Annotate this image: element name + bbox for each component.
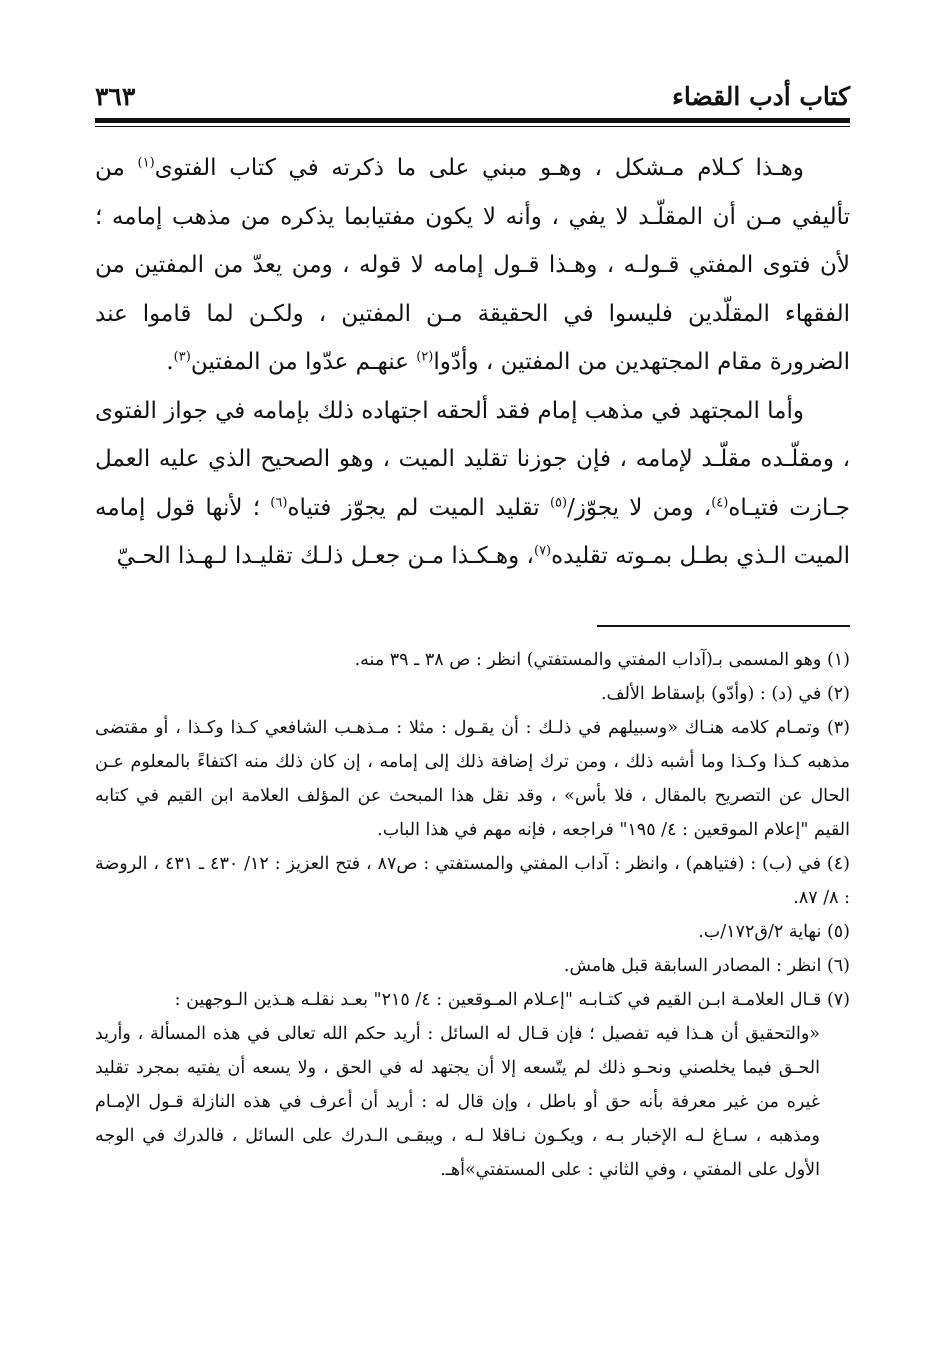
footnote-ref: (٣) <box>173 349 191 365</box>
header-rule-thick <box>95 118 850 123</box>
footnote-number: (٥) <box>826 922 850 942</box>
footnote-ref: (٤) <box>711 494 729 510</box>
footnote-7-quote: «والتحقيق أن هـذا فيه تفصيل ؛ فإن قـال له السائل : أريد حكم الله تعالى في هذه المسألة ، وأريد الحـق فيما يخلصني ونحـو ذلك لم يتّسعه إلا أن يجتهد له في الحق ، ولا يسعه أن يفتيه بمجرد تقليد غيره من غير معرفة بأنه حق أو باطل ، وإن قال له : أريد أن أعرف في هذه النازلة قـول الإمـام ومذهبه ، سـاغ لـه الإخبار بـه ، ويكـون نـاقلا لـه ، ويبقـى الـدرك على السائل ، فالدرك في الوجه الأول على المفتي ، وفي الثاني : على المستفتي»أهـ. <box>95 1024 820 1180</box>
text-run: ، وهـكـذا مـن جعـل ذلـك تقليـدا لـهـذا الحـيّ <box>116 543 534 569</box>
footnote-number: (٧) <box>826 990 850 1010</box>
text-run: من تأليفي مـن أن المقلّـد لا يفي ، وأنه لا يكون مفتيابما يذكره من مذهب إمامه ؛ لأن فتوى المفتي قـولـه ، وهـذا قـول إمامه لا قوله ، ومن يعدّ من المفتين من الفقهاء المقلّدين فليسوا في الحقيقة مـن المفتين ، ولكـن لما قاموا عند الضرورة مقام المجتهدين من المفتين ، وأدّوا <box>95 155 850 375</box>
page-number: ٣٦٣ <box>95 82 136 111</box>
text-run: ؛ لأنها قول إمامه الميت الـذي بطـل بمـوته تقليده <box>95 494 850 569</box>
text-run: تقليد الميت لم يجوّز فتياه <box>287 494 550 521</box>
footnote-number: (٤) <box>826 854 850 874</box>
footnote-text: في (ب) : (فتياهم) ، وانظر : آداب المفتي والمستفتي : ص٨٧ ، فتح العزيز : ١٢/ ٤٣٠ ـ ٤٣١ ، الروضة : ٨/ ٨٧. <box>95 854 850 908</box>
footnote-text: نهاية ٢/ق١٧٢/ب. <box>698 922 822 942</box>
footnote-4 <box>95 847 850 915</box>
footnote-ref: (١) <box>137 155 155 171</box>
footnote-ref: (٢) <box>416 349 434 365</box>
footnote-5 <box>95 915 850 949</box>
footnote-ref: (٦) <box>270 494 288 510</box>
footnote-2 <box>95 677 850 711</box>
footnote-6 <box>95 949 850 983</box>
footnote-number: (٢) <box>826 684 850 704</box>
footnote-7 <box>95 983 850 1017</box>
footnote-separator <box>597 625 850 627</box>
header-rule-thin <box>95 126 850 127</box>
footnote-text: انظر : المصادر السابقة قبل هامش. <box>563 956 822 976</box>
running-title: كتاب أدب القضاء <box>672 82 850 111</box>
footnote-text: في (د) : (وأدّو) بإسقاط الألف. <box>600 684 822 704</box>
footnote-text: قـال العلامـة ابـن القيم في كتـابـه "إعـلام المـوقعين : ٤/ ٢١٥" بعـد نقلـه هـذين الـوجهين : <box>174 990 822 1010</box>
text-run: . <box>166 349 174 375</box>
footnote-number: (٦) <box>826 956 850 976</box>
text-run: عنهـم عدّوا من المفتين <box>190 349 417 375</box>
footnote-ref: (٥) <box>549 494 568 510</box>
footnote-number: (٣) <box>826 718 850 738</box>
footnotes <box>95 643 850 1187</box>
page-header <box>95 82 850 116</box>
paragraph-2 <box>95 387 850 581</box>
footnote-number: (١) <box>826 650 850 670</box>
footnote-text: وهو المسمى بـ(آداب المفتي والمستفتي) انظر : ص ٣٨ ـ ٣٩ منه. <box>354 650 822 670</box>
footnote-3 <box>95 711 850 847</box>
text-run: ، ومن لا يجوّز/ <box>567 494 712 521</box>
footnote-ref: (٧) <box>533 543 552 559</box>
main-text <box>95 144 850 581</box>
text-run: وأما المجتهد في مذهب إمام فقد ألحقه اجتهاده ذلك بإمامه في جواز الفتوى ، ومقلّـده مقلّـد لإمامه ، فإن جوزنا تقليد الميت ، وهو الصحيح الذي عليه العمل جـازت فتيـاه <box>95 397 850 521</box>
text-run: وهـذا كـلام مـشكل ، وهـو مبني على ما ذكرته في كتاب الفتوى <box>154 155 804 181</box>
footnote-text: وتمـام كلامه هنـاك «وسبيلهم في ذلـك : أن يقـول : مثلا : مـذهـب الشافعي كـذا وكـذا ، أو مقتضى مذهبه كـذا وكـذا وما أشبه ذلك ، ومن ترك إضافة ذلك إلى إمامه ، إن كان ذلك منه اكتفاءً بالمعلوم عـن الحال عن التصريح بالمقال ، فلا بأس» ، وقد نقل هذا المبحث عن المؤلف العلامة ابن القيم في كتابه القيم "إعلام الموقعين : ٤/ ١٩٥" فراجعه ، فإنه مهم في هذا الباب. <box>95 718 850 840</box>
paragraph-1 <box>95 144 850 387</box>
footnote-1 <box>95 643 850 677</box>
